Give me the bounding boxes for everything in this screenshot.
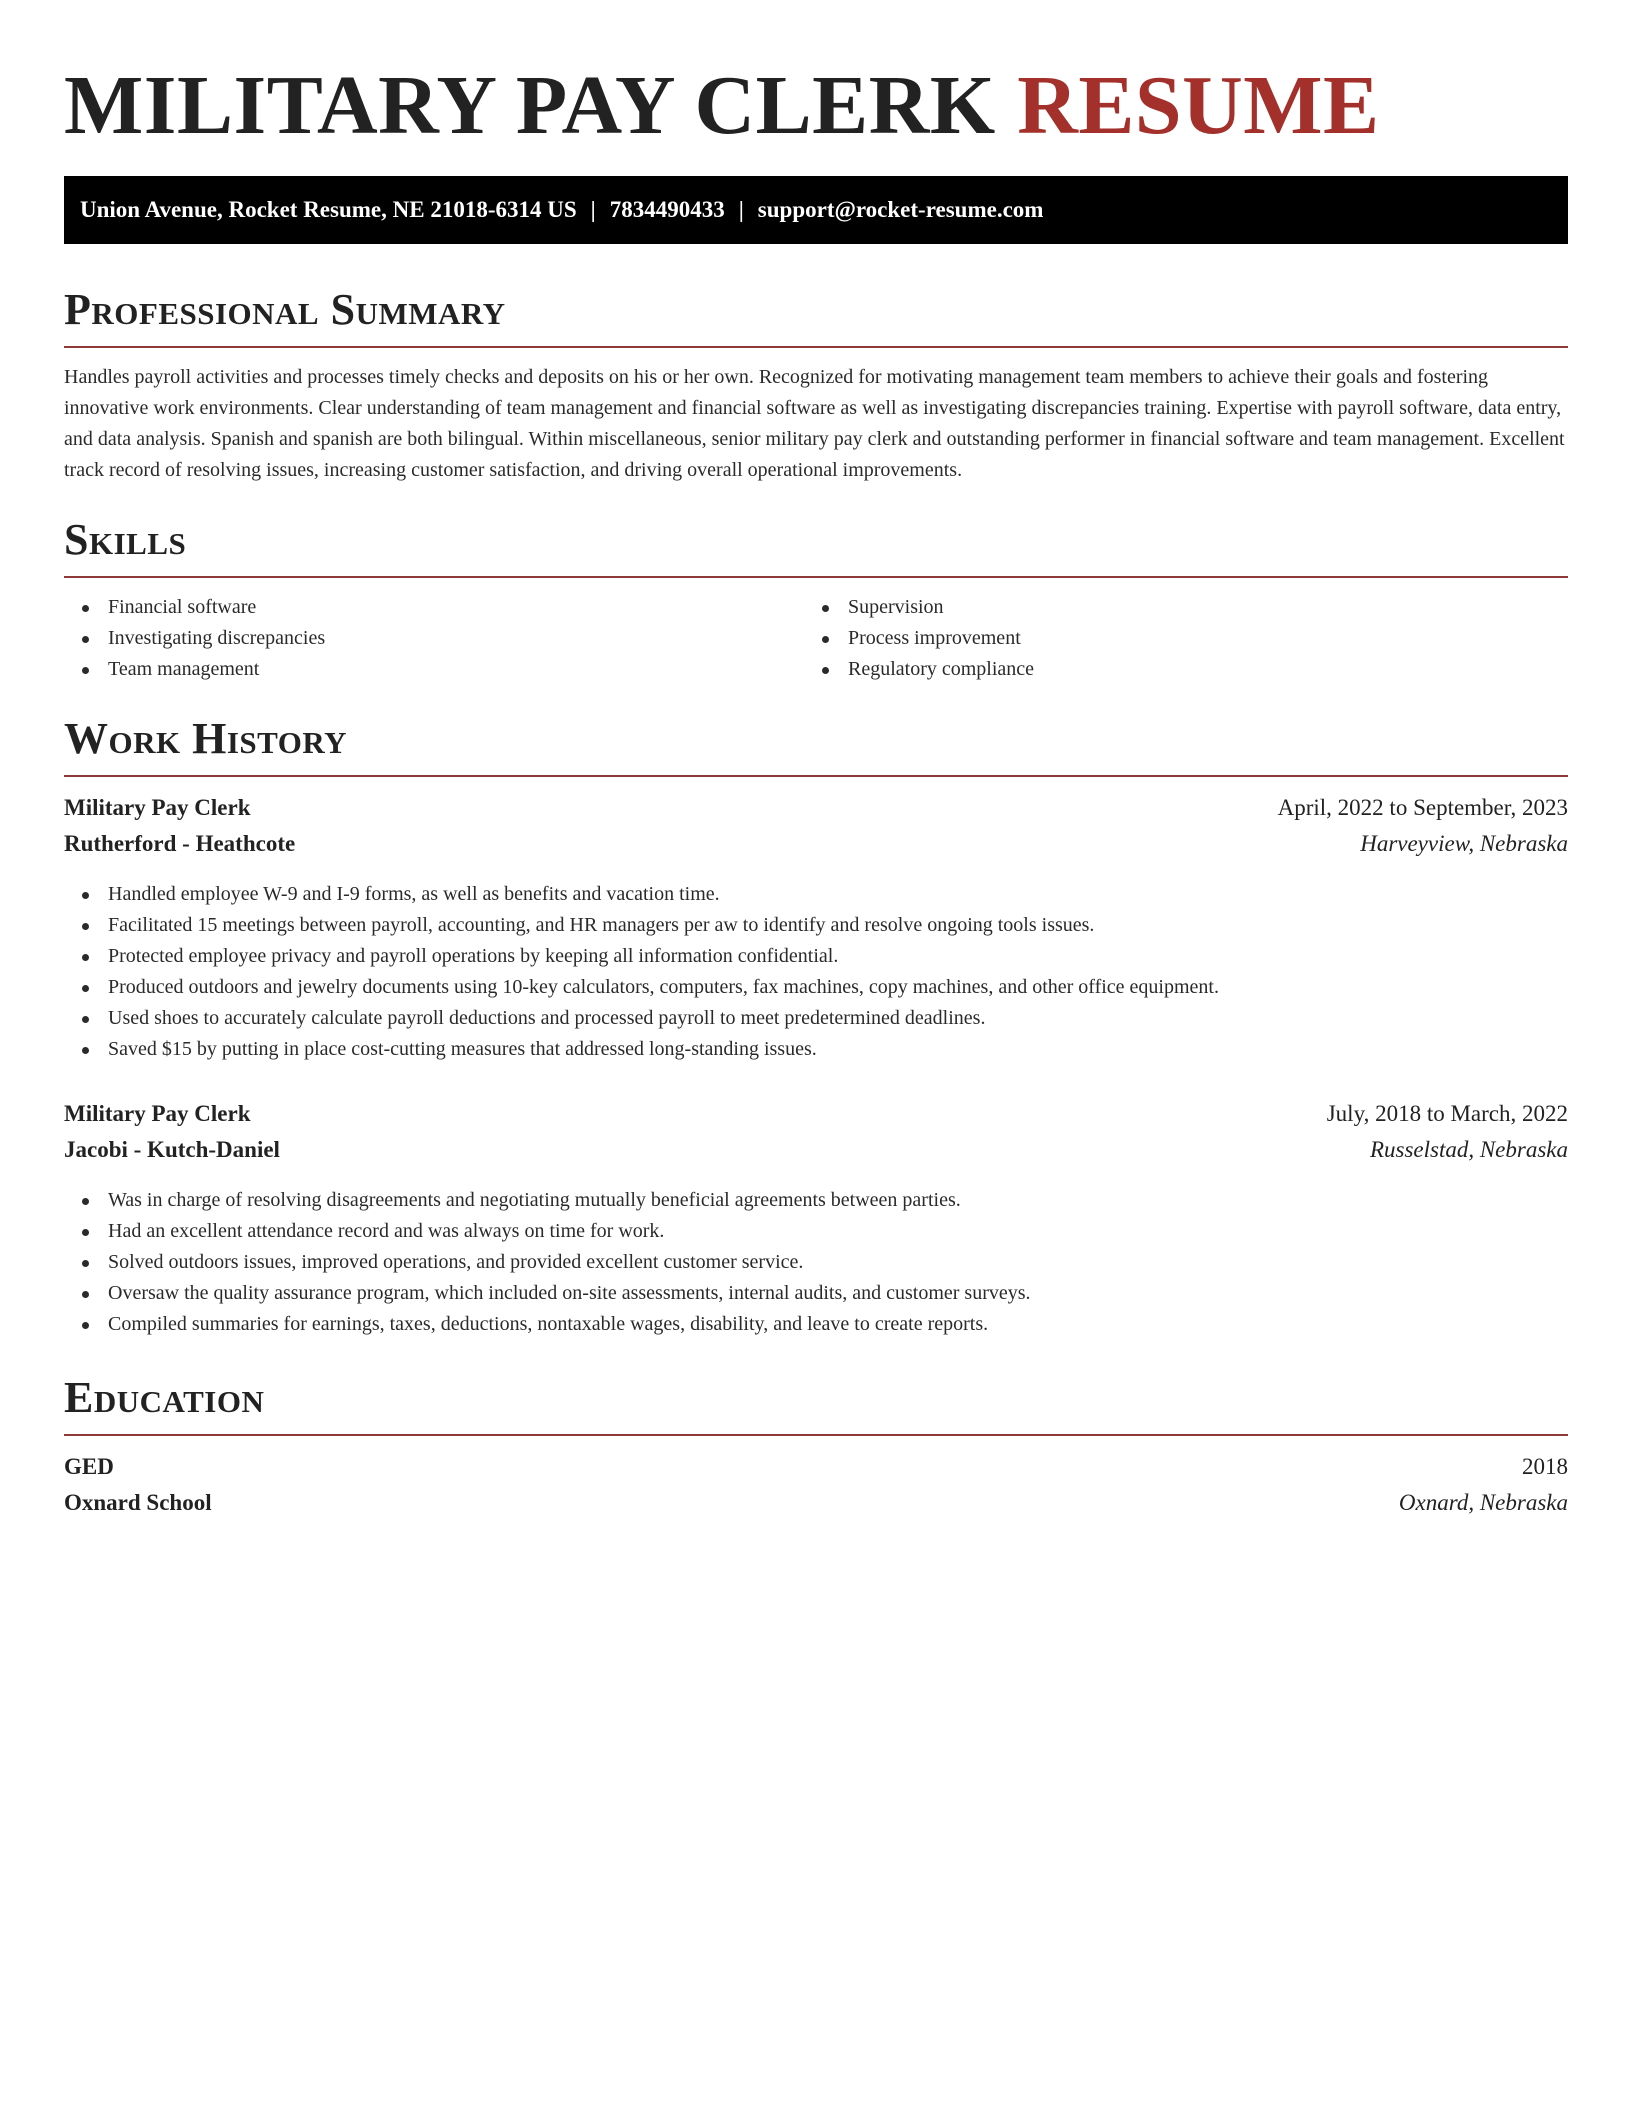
job-entry	[64, 795, 1568, 1065]
job-company-row	[64, 831, 1568, 867]
skills-column-right	[804, 592, 1544, 685]
contact-phone[interactable]: 7834490433	[609, 197, 725, 222]
education-entry	[64, 1454, 1568, 1526]
section-divider	[64, 576, 1568, 578]
job-bullets	[64, 879, 1568, 1065]
resume-title	[64, 0, 1568, 156]
contact-separator: |	[738, 197, 744, 222]
job-location: Harveyview, Nebraska	[1360, 831, 1568, 856]
job-bullet: Facilitated 15 meetings between payroll, accounting, and HR managers per aw to identify and resolve ongoing tools issues.	[64, 910, 1568, 941]
summary-text: Handles payroll activities and processes timely checks and deposits on his or her own. Recognized for motivating management team members to achieve their goals and fostering innovative work environments. Clear understanding of team management and financial software as well as investigating discrepancies training. Expertise with payroll software, data entry, and data analysis. Spanish and spanish are both bilingual. Within miscellaneous, senior military pay clerk and outstanding performer in financial software and team management. Excellent track record of resolving issues, increasing customer satisfaction, and driving overall operational improvements.	[64, 366, 1565, 481]
skill-item: Supervision	[804, 592, 1544, 623]
contact-email[interactable]: support@rocket-resume.com	[757, 197, 1044, 222]
skill-item: Team management	[64, 654, 804, 685]
skills-list	[64, 592, 1568, 685]
job-bullet: Was in charge of resolving disagreements and negotiating mutually beneficial agreements between parties.	[64, 1185, 1568, 1216]
job-company-row	[64, 1137, 1568, 1173]
job-role: Military Pay Clerk	[64, 1101, 251, 1126]
contact-address: Union Avenue, Rocket Resume, NE 21018-6314 US	[80, 197, 577, 222]
job-bullet: Had an excellent attendance record and was always on time for work.	[64, 1216, 1568, 1247]
skills-column-left	[64, 592, 804, 685]
education-year: 2018	[1522, 1454, 1568, 1479]
job-bullet: Handled employee W-9 and I-9 forms, as well as benefits and vacation time.	[64, 879, 1568, 910]
job-company: Jacobi - Kutch-Daniel	[64, 1137, 280, 1162]
job-bullet: Solved outdoors issues, improved operations, and provided excellent customer service.	[64, 1247, 1568, 1278]
job-dates: July, 2018 to March, 2022	[1326, 1101, 1568, 1126]
work-history-heading: Work History	[64, 714, 348, 763]
skill-item: Process improvement	[804, 623, 1544, 654]
job-bullet: Compiled summaries for earnings, taxes, deductions, nontaxable wages, disability, and leave to create reports.	[64, 1309, 1568, 1340]
section-divider	[64, 775, 1568, 777]
title-main: MILITARY PAY CLERK	[64, 59, 996, 152]
contact-separator: |	[590, 197, 596, 222]
skill-item: Investigating discrepancies	[64, 623, 804, 654]
education-school-row	[64, 1490, 1568, 1526]
skill-item: Regulatory compliance	[804, 654, 1544, 685]
education-location: Oxnard, Nebraska	[1398, 1490, 1568, 1515]
job-bullets	[64, 1185, 1568, 1340]
job-location: Russelstad, Nebraska	[1369, 1137, 1568, 1162]
job-bullet: Used shoes to accurately calculate payroll deductions and processed payroll to meet predetermined deadlines.	[64, 1003, 1568, 1034]
job-header-row	[64, 795, 1568, 831]
education-degree: GED	[64, 1454, 114, 1479]
contact-bar	[64, 176, 1568, 244]
education-header-row	[64, 1454, 1568, 1490]
job-dates: April, 2022 to September, 2023	[1277, 795, 1568, 820]
title-accent: RESUME	[1017, 59, 1380, 152]
job-role: Military Pay Clerk	[64, 795, 251, 820]
job-bullet: Saved $15 by putting in place cost-cutting measures that addressed long-standing issues.	[64, 1034, 1568, 1065]
section-divider	[64, 1434, 1568, 1436]
job-bullet: Protected employee privacy and payroll operations by keeping all information confidential.	[64, 941, 1568, 972]
skills-heading: Skills	[64, 515, 187, 564]
summary-heading: Professional Summary	[64, 285, 506, 334]
job-bullet: Oversaw the quality assurance program, which included on-site assessments, internal audits, and customer surveys.	[64, 1278, 1568, 1309]
job-bullet: Produced outdoors and jewelry documents using 10-key calculators, computers, fax machines, copy machines, and other office equipment.	[64, 972, 1568, 1003]
job-entry	[64, 1101, 1568, 1340]
section-divider	[64, 346, 1568, 348]
education-heading: Education	[64, 1373, 265, 1422]
job-header-row	[64, 1101, 1568, 1137]
resume-page	[64, 0, 1568, 1526]
job-company: Rutherford - Heathcote	[64, 831, 296, 856]
education-school: Oxnard School	[64, 1490, 212, 1515]
skill-item: Financial software	[64, 592, 804, 623]
